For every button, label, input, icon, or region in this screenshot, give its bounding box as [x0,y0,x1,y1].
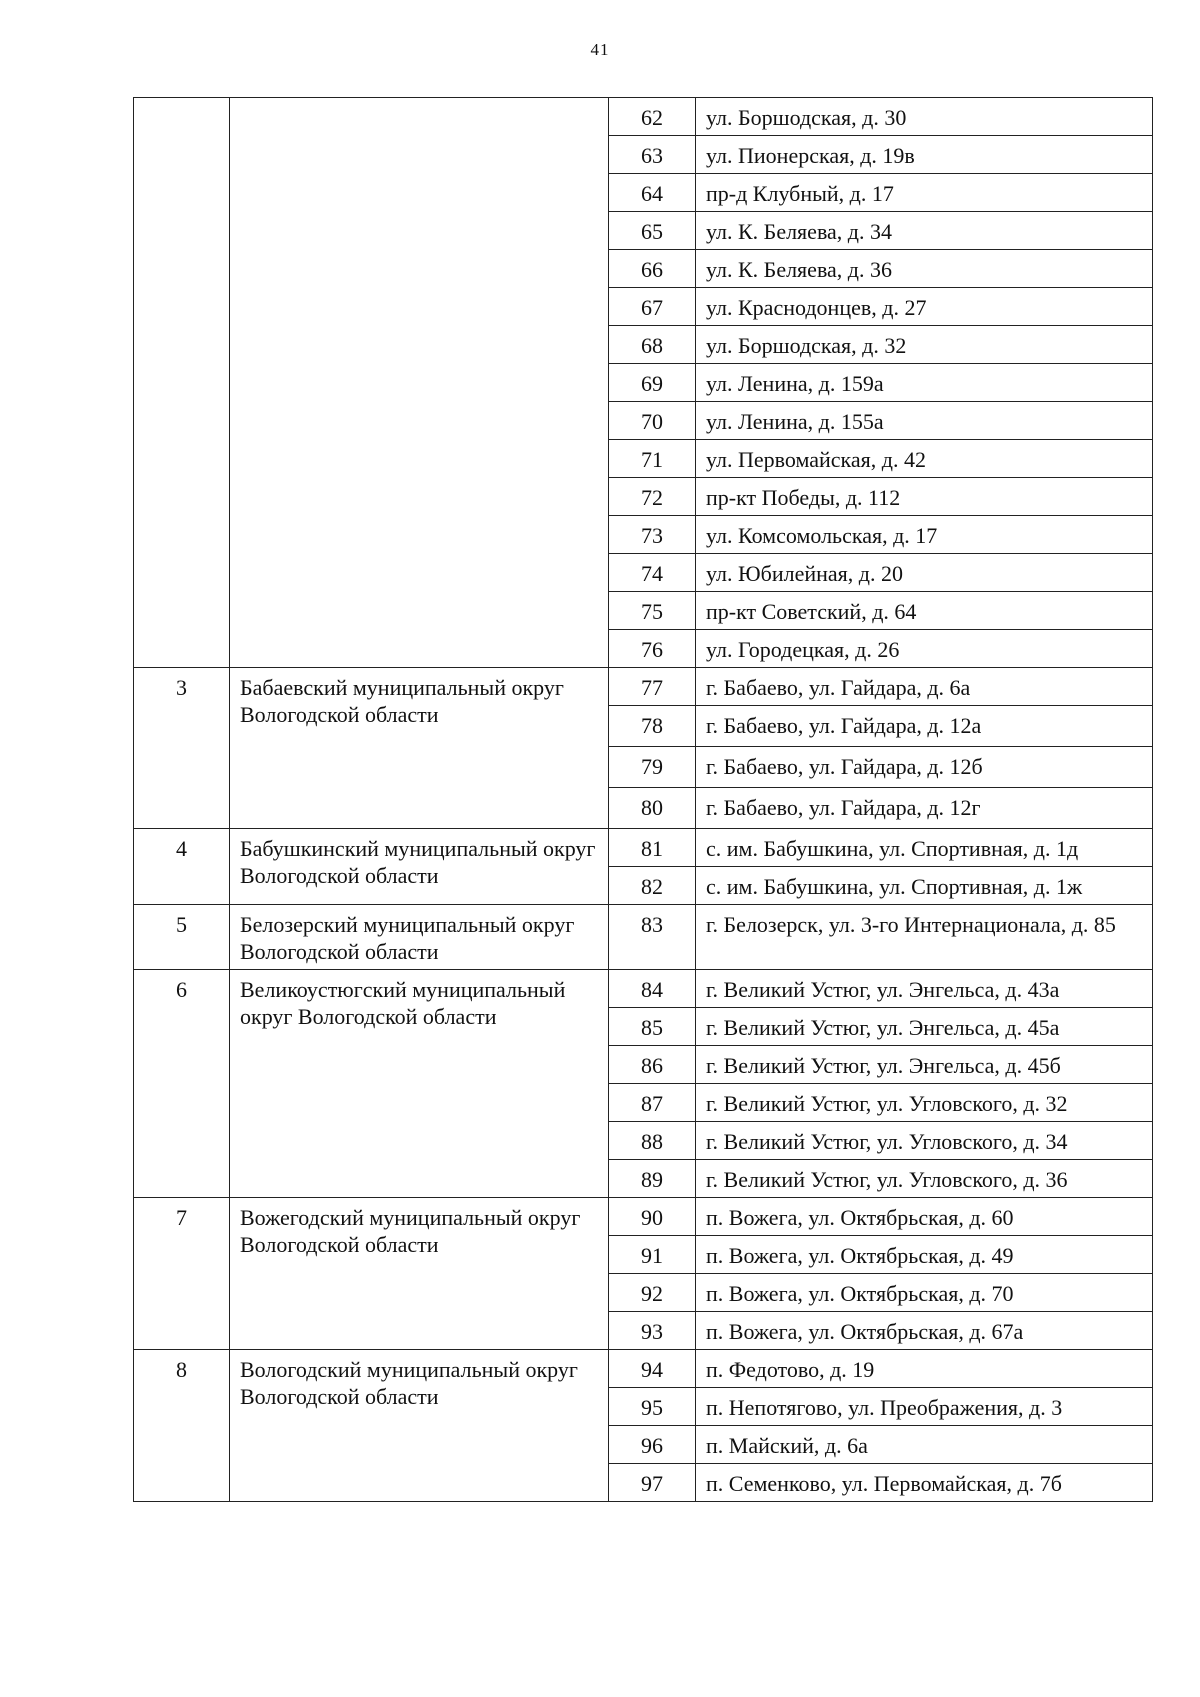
district-number-cell [134,98,230,668]
row-index-cell: 88 [609,1122,696,1160]
row-index-cell: 95 [609,1388,696,1426]
address-cell: ул. Боршодская, д. 32 [696,326,1153,364]
address-cell: ул. Краснодонцев, д. 27 [696,288,1153,326]
row-index-cell: 86 [609,1046,696,1084]
address-cell: п. Вожега, ул. Октябрьская, д. 67а [696,1312,1153,1350]
row-index-cell: 67 [609,288,696,326]
address-cell: г. Великий Устюг, ул. Угловского, д. 36 [696,1160,1153,1198]
address-cell: г. Великий Устюг, ул. Энгельса, д. 43а [696,970,1153,1008]
district-name-cell: Белозерский муниципальный округ Вологодской области [230,905,609,970]
address-cell: ул. К. Беляева, д. 36 [696,250,1153,288]
address-cell: п. Непотягово, ул. Преображения, д. 3 [696,1388,1153,1426]
table-row [134,98,1153,136]
district-name-cell: Бабаевский муниципальный округ Вологодской области [230,668,609,829]
address-cell: г. Бабаево, ул. Гайдара, д. 12г [696,788,1153,829]
address-cell: с. им. Бабушкина, ул. Спортивная, д. 1д [696,829,1153,867]
address-cell: п. Семенково, ул. Первомайская, д. 7б [696,1464,1153,1502]
row-index-cell: 80 [609,788,696,829]
row-index-cell: 74 [609,554,696,592]
row-index-cell: 69 [609,364,696,402]
address-cell: г. Бабаево, ул. Гайдара, д. 12б [696,747,1153,788]
table-row [134,668,1153,706]
row-index-cell: 96 [609,1426,696,1464]
row-index-cell: 81 [609,829,696,867]
registry-body [134,98,1153,1502]
table-row [134,1198,1153,1236]
address-cell: ул. Ленина, д. 159а [696,364,1153,402]
address-cell: г. Великий Устюг, ул. Угловского, д. 34 [696,1122,1153,1160]
address-cell: г. Белозерск, ул. 3-го Интернационала, д. 85 [696,905,1153,970]
table-row [134,1350,1153,1388]
address-cell: п. Федотово, д. 19 [696,1350,1153,1388]
district-name-cell: Вожегодский муниципальный округ Вологодской области [230,1198,609,1350]
row-index-cell: 84 [609,970,696,1008]
page-number: 41 [590,40,610,59]
address-cell: г. Великий Устюг, ул. Угловского, д. 32 [696,1084,1153,1122]
district-number-cell: 6 [134,970,230,1198]
district-name-cell [230,98,609,668]
table-row [134,829,1153,867]
district-name-cell: Бабушкинский муниципальный округ Вологодской области [230,829,609,905]
row-index-cell: 76 [609,630,696,668]
row-index-cell: 78 [609,706,696,747]
row-index-cell: 73 [609,516,696,554]
row-index-cell: 89 [609,1160,696,1198]
row-index-cell: 66 [609,250,696,288]
row-index-cell: 64 [609,174,696,212]
row-index-cell: 94 [609,1350,696,1388]
district-name-cell: Великоустюгский муниципальный округ Вологодской области [230,970,609,1198]
district-number-cell: 7 [134,1198,230,1350]
address-cell: г. Великий Устюг, ул. Энгельса, д. 45а [696,1008,1153,1046]
row-index-cell: 62 [609,98,696,136]
address-cell: пр-д Клубный, д. 17 [696,174,1153,212]
row-index-cell: 91 [609,1236,696,1274]
address-cell: п. Вожега, ул. Октябрьская, д. 49 [696,1236,1153,1274]
row-index-cell: 92 [609,1274,696,1312]
address-cell: г. Бабаево, ул. Гайдара, д. 12а [696,706,1153,747]
table-row [134,905,1153,970]
district-number-cell: 8 [134,1350,230,1502]
address-cell: ул. Юбилейная, д. 20 [696,554,1153,592]
address-cell: с. им. Бабушкина, ул. Спортивная, д. 1ж [696,867,1153,905]
address-cell: г. Великий Устюг, ул. Энгельса, д. 45б [696,1046,1153,1084]
address-cell: г. Бабаево, ул. Гайдара, д. 6а [696,668,1153,706]
row-index-cell: 75 [609,592,696,630]
row-index-cell: 87 [609,1084,696,1122]
address-cell: ул. Комсомольская, д. 17 [696,516,1153,554]
address-cell: п. Вожега, ул. Октябрьская, д. 60 [696,1198,1153,1236]
row-index-cell: 63 [609,136,696,174]
row-index-cell: 83 [609,905,696,970]
row-index-cell: 71 [609,440,696,478]
address-registry-table [133,97,1153,1502]
row-index-cell: 77 [609,668,696,706]
district-number-cell: 3 [134,668,230,829]
table-row [134,970,1153,1008]
row-index-cell: 97 [609,1464,696,1502]
address-cell: п. Майский, д. 6а [696,1426,1153,1464]
address-cell: пр-кт Советский, д. 64 [696,592,1153,630]
address-cell: ул. Городецкая, д. 26 [696,630,1153,668]
district-number-cell: 5 [134,905,230,970]
address-cell: п. Вожега, ул. Октябрьская, д. 70 [696,1274,1153,1312]
row-index-cell: 85 [609,1008,696,1046]
row-index-cell: 65 [609,212,696,250]
row-index-cell: 70 [609,402,696,440]
row-index-cell: 93 [609,1312,696,1350]
district-number-cell: 4 [134,829,230,905]
address-cell: ул. Ленина, д. 155а [696,402,1153,440]
row-index-cell: 82 [609,867,696,905]
address-cell: ул. К. Беляева, д. 34 [696,212,1153,250]
address-cell: пр-кт Победы, д. 112 [696,478,1153,516]
row-index-cell: 90 [609,1198,696,1236]
address-cell: ул. Пионерская, д. 19в [696,136,1153,174]
row-index-cell: 79 [609,747,696,788]
address-cell: ул. Боршодская, д. 30 [696,98,1153,136]
row-index-cell: 72 [609,478,696,516]
row-index-cell: 68 [609,326,696,364]
address-cell: ул. Первомайская, д. 42 [696,440,1153,478]
district-name-cell: Вологодский муниципальный округ Вологодской области [230,1350,609,1502]
